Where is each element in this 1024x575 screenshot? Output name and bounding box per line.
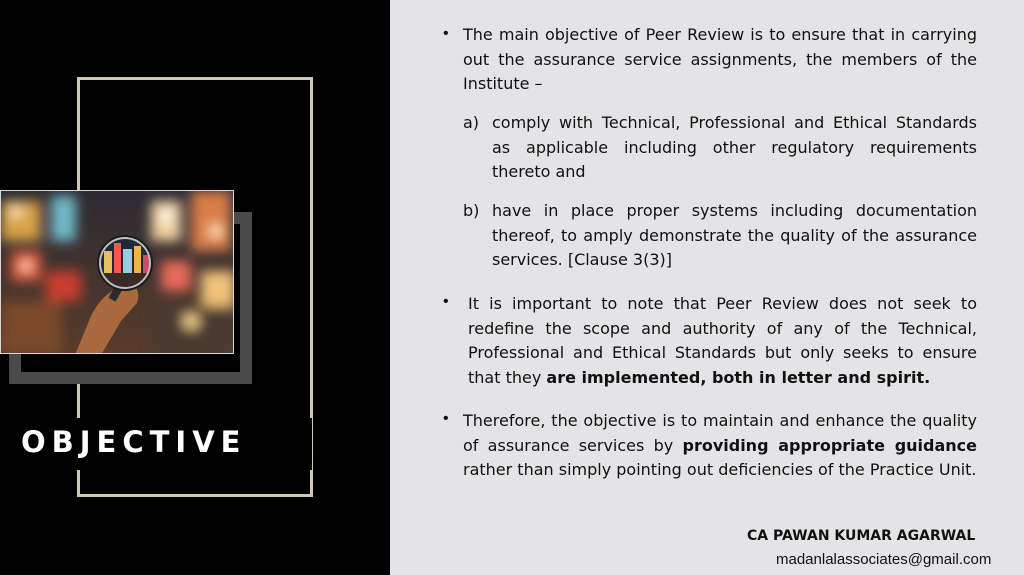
bullet-glyph: • (443, 293, 449, 310)
sub-item-a (463, 111, 977, 185)
sub-item-b-label: b) (463, 201, 480, 220)
bullet-glyph: • (443, 25, 449, 42)
sub-item-a-text: comply with Technical, Professional and Ethical Standards as applicable including other regulatory requirements thereto and (492, 113, 977, 181)
magnifying-glass-photo (0, 190, 234, 354)
sub-item-a-label: a) (463, 113, 480, 132)
bullet-2-bold: are implemented, both in letter and spirit. (546, 367, 931, 387)
bullet-3 (463, 409, 977, 483)
bullet-3-bold: providing appropriate guidance (682, 435, 977, 455)
sub-item-b (463, 199, 977, 273)
bullet-3-text: Therefore, the objective is to maintain and enhance the quality of assurance services by (463, 411, 977, 455)
bullet-1 (463, 23, 977, 97)
author-name: CA PAWAN KUMAR AGARWAL (747, 528, 976, 544)
bullet-3-text-after: rather than simply pointing out deficiencies of the Practice Unit. (463, 460, 977, 479)
bullet-glyph: • (443, 410, 449, 427)
bullet-1-text: The main objective of Peer Review is to ensure that in carrying out the assurance service assignments, the members of the Institute – (463, 25, 977, 93)
sub-item-b-text: have in place proper systems including documentation thereof, to amply demonstrate the quality of the assurance services. [Clause 3(3)] (492, 201, 977, 269)
author-email: madanlalassociates@gmail.com (776, 551, 992, 568)
bullet-2 (468, 292, 977, 390)
slide-heading: OBJECTIVE (21, 425, 247, 459)
bullet-2-text: It is important to note that Peer Review does not seek to redefine the scope and authority of any of the Technical, Professional and Ethical Standards but only seeks to ensure that they (468, 294, 977, 387)
